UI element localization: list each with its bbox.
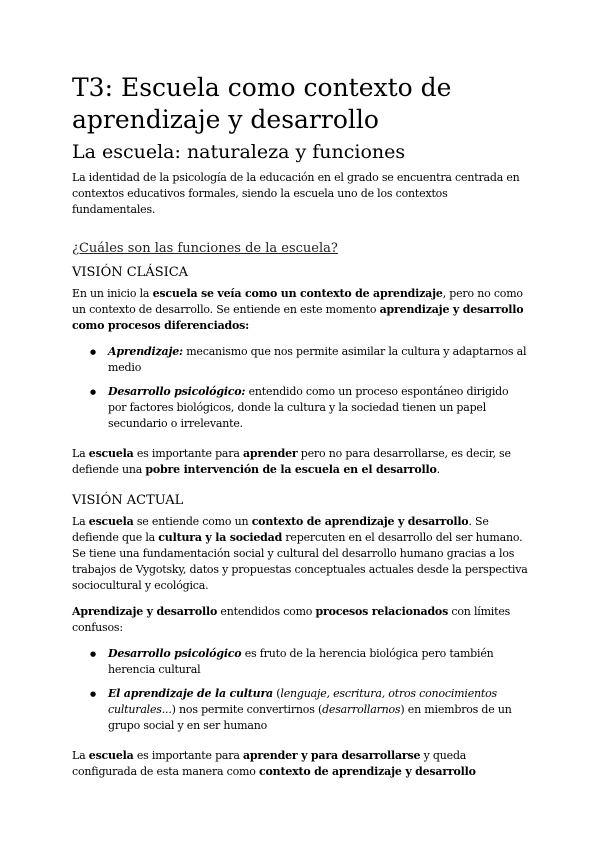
question-heading: ¿Cuáles son las funciones de la escuela? [72,241,338,256]
section-subtitle: La escuela: naturaleza y funciones [72,141,406,163]
actual-paragraph-3: La escuela es importante para aprender y para desarrollarse y queda configurada de esta manera como contexto de aprendizaje y desarrollo [72,749,476,778]
clasica-paragraph-2: La escuela es importante para aprender pero no para desarrollarse, es decir, se defiende una pobre intervención de la escuela en el desarrollo. [72,447,511,476]
clasica-list [72,344,528,432]
list-item: ● El aprendizaje de la cultura (lenguaje, escritura, otros conocimientos culturales...) nos permite convertirnos (desarrollarnos) en miembros de un grupo social y en ser humano [108,686,528,734]
intro-paragraph: La identidad de la psicología de la educación en el grado se encuentra centrada en contextos educativos formales, siendo la escuela uno de los contextos fundamentales. [72,171,520,216]
list-item: ● Desarrollo psicológico: entendido como un proceso espontáneo dirigido por factores biológicos, donde la cultura y la sociedad tienen un papel secundario o irrelevante. [108,384,528,432]
clasica-paragraph-1: En un inicio la escuela se veía como un contexto de aprendizaje, pero no como un contexto de desarrollo. Se entiende en este momento aprendizaje y desarrollo como procesos diferenciados: [72,287,524,332]
vision-actual-heading: VISIÓN ACTUAL [72,493,184,508]
actual-paragraph-1: La escuela se entiende como un contexto de aprendizaje y desarrollo. Se defiende que la cultura y la sociedad repercuten en el desarrollo del ser humano. Se tiene una fundamentación social y cultural del desarrollo humano gracias a los trabajos de Vygotsky, datos y propuestas conceptuales actuales desde la perspectiva sociocultural y ecológica. [72,515,528,592]
actual-paragraph-2: Aprendizaje y desarrollo entendidos como procesos relacionados con límites confusos: [72,605,511,634]
actual-list [72,646,528,734]
list-item: ● Desarrollo psicológico es fruto de la herencia biológica pero también herencia cultural [108,646,528,678]
vision-clasica-heading: VISIÓN CLÁSICA [72,265,189,280]
list-item: ● Aprendizaje: mecanismo que nos permite asimilar la cultura y adaptarnos al medio [108,344,528,376]
page-title: T3: Escuela como contexto de aprendizaje y desarrollo [72,73,452,134]
